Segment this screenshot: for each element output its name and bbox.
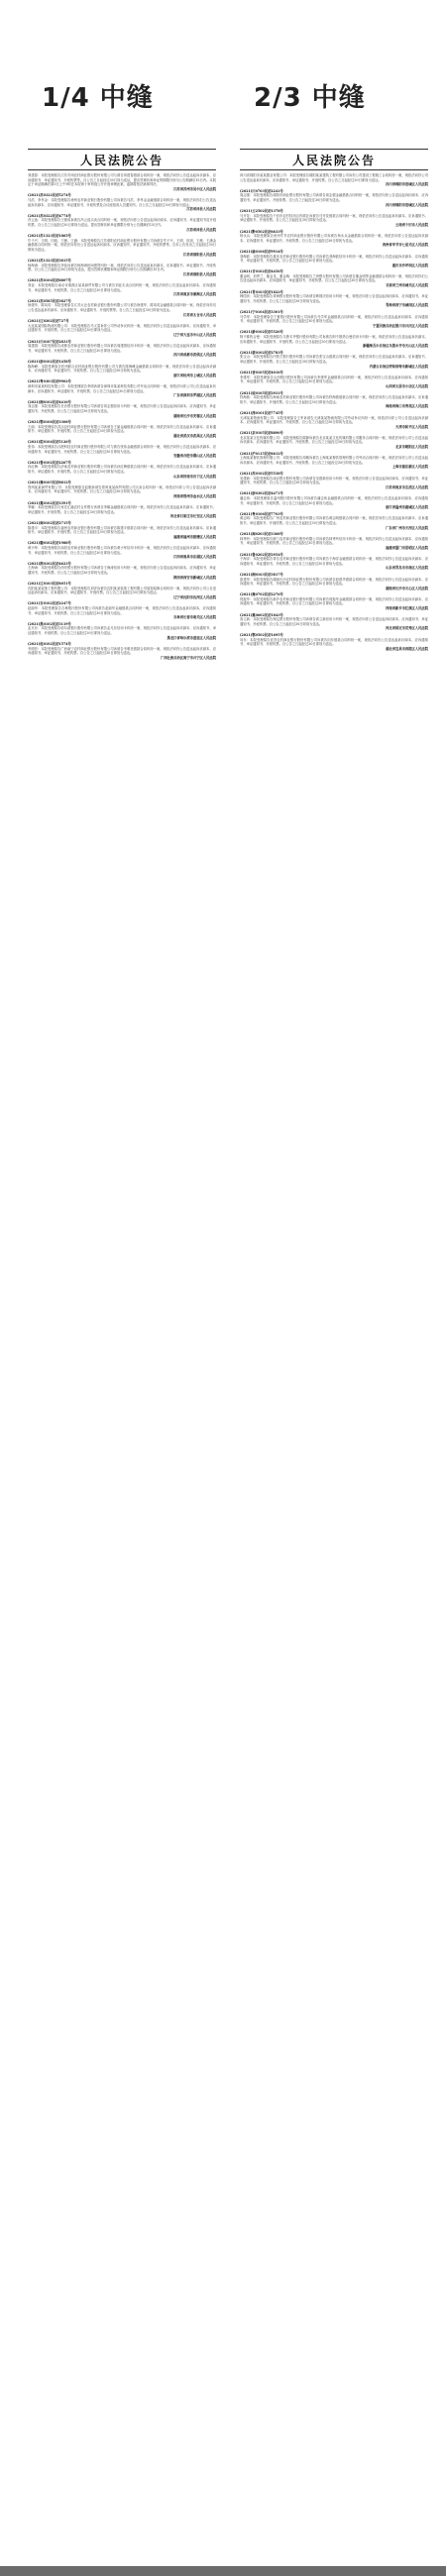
notice-case-number: (2021)闽0203民初3368号 (240, 532, 283, 537)
notice-body: 杨永兵：本院受理原告贵州毕节农村商业银行股份有限公司诉被告杨永兵金融借款合同纠纷一案，现依法向你公告送达起诉状副本、应诉通知书、举证通知书、开庭传票。自公告之日起经过30日即视为送达。 (240, 234, 428, 243)
court-notice (240, 411, 428, 429)
notice-court: 山西省太原市小店区人民法院 (386, 383, 428, 388)
notice-body: 马开花：本院受理原告个旧市农村信用合作联社诉被告马开花借款合同纠纷一案，现依法向你公告送达起诉状副本、应诉通知书、举证通知书、开庭传票。自公告之日起经过30日即视为送达。 (240, 213, 428, 223)
notice-body: 郭振华：本院受理原告新乡农村商业银行股份有限公司诉被告郭振华金融借款合同纠纷一案，现依法向你公告送达起诉状副本、应诉通知书、举证通知书、开庭传票。自公告之日起经过30日即视为送达。 (240, 596, 428, 606)
court-notice (240, 173, 428, 187)
court-notice (28, 622, 216, 640)
court-notice (28, 234, 216, 257)
right-column (240, 149, 428, 2566)
notice-body: 孙红梅：本院受理原告济南农村商业银行股份有限公司诉被告孙红梅借款合同纠纷一案，现依法向你公告送达起诉状副本、应诉通知书、举证通知书、开庭传票。自公告之日起经过30日即视为送达。 (28, 465, 216, 475)
court-notice (28, 440, 216, 458)
notice-court: 河北省保定市竞秀区人民法院 (386, 626, 428, 631)
notice-body: 韦明亮：本院受理原告广西南宁农村商业银行股份有限公司诉被告韦明亮借款合同纠纷一案，现依法向你公告送达起诉状副本、应诉通知书、举证通知书、开庭传票。自公告之日起经过30日即视为送达。 (28, 646, 216, 656)
court-notice (240, 189, 428, 207)
notice-body: 周建国：本院受理原告成都农村商业银行股份有限公司诉被告周建国信用卡纠纷一案，现依法向你公告送达起诉状副本、应诉通知书、举证通知书、开庭传票。自公告之日起经过30日即视为送达。 (28, 344, 216, 353)
court-notice (28, 582, 216, 599)
notice-body: 王丽：本院受理原告武汉农村商业银行股份有限公司诉被告王丽金融借款合同纠纷一案，现依法向你公告送达起诉状副本、应诉通知书、举证通知书、开庭传票。自公告之日起经过30日即视为送达。 (28, 424, 216, 434)
court-notice (28, 360, 216, 377)
notice-case-number: (2021)渝0106民初9914号 (240, 249, 283, 254)
notice-body: 吴建新：本院受理原告南京银行股份有限公司诉被告吴建新信用卡纠纷一案，现依法向你公告送达起诉状副本、应诉通知书、举证通知书、开庭传票。自公告之日起经过30日即视为送达。 (240, 476, 428, 485)
court-notice (28, 420, 216, 438)
notice-court: 安徽省合肥市蜀山区人民法院 (173, 454, 216, 459)
notice-case-number: (2021)苏0322民初4774号 (28, 213, 71, 218)
notice-body: 于海洋：本院受理原告青岛农村商业银行股份有限公司诉被告于海洋金融借款合同纠纷一案，现依法向你公告送达起诉状副本、应诉通知书、举证通知书、开庭传票。自公告之日起经过30日即视为送达。 (240, 557, 428, 566)
notice-court: 新疆维吾尔自治区乌鲁木齐市天山区人民法院 (363, 344, 428, 349)
notice-case-number: (2021)宁0104民初3301号 (240, 310, 283, 315)
notice-body: 沈阳某某装饰工程有限公司：本院受理原告刘洋诉被告沈阳某某装饰工程有限公司装饰装修合同纠纷一案，现依法向你公司公告送达起诉状副本、应诉通知书、举证通知书、开庭传票。自公告之日起经过30日即视为送达。 (28, 586, 216, 595)
court-notice (28, 541, 216, 559)
notice-court: 海南省海口市秀英区人民法院 (386, 404, 428, 409)
notice-body: 北京某某文化传媒有限公司：本院受理原告陈静诉被告北京某某文化传媒有限公司服务合同纠纷一案，现依法向你公司公告送达起诉状副本、应诉通知书、举证通知书、开庭传票。自公告之日起经过30日即视为送达。 (240, 435, 428, 445)
court-notice (240, 592, 428, 610)
notice-court: 山东省济南市历下区人民法院 (173, 474, 216, 479)
court-notice (240, 452, 428, 470)
notice-body: 大连某某国际物流有限公司：本院受理原告马义雷诉你公司劳动争议纠纷一案，现依法向你公告送达起诉状副本、应诉通知书、举证通知书、开庭传票。自公告之日起经过30日即视为送达。 (28, 323, 216, 333)
notice-case-number: (2021)湘0103民初3817号 (240, 572, 283, 577)
notice-court: 湖北省武汉市武昌区人民法院 (173, 433, 216, 438)
notice-court: 辽宁省大连市中山区人民法院 (173, 333, 216, 337)
notice-case-number: (2021)豫0702民初2276号 (240, 592, 283, 597)
left-notices (28, 173, 216, 661)
notice-body: 周志强：本院受理原告绵阳市商业银行股份有限公司诉被告周志强金融借款合同纠纷一案，现依法向你公告送达起诉状副本、应诉通知书、举证通知书、开庭传票。自公告之日起经过30日即视为送达。 (240, 193, 428, 202)
notice-court: 山东省青岛市市南区人民法院 (386, 566, 428, 571)
notice-body: 深圳市某某科技有限公司：本院受理原告李明诉被告深圳市某某科技有限公司劳动合同纠纷一案，现依法向你公司公告送达起诉状副本、应诉通知书、举证通知书、开庭传票。自公告之日起经过30日即视为送达。 (28, 383, 216, 393)
court-notice (28, 173, 216, 191)
notice-body: 董金明、刘秀兰、董金龙、董金娥：本院受理原告兰州银行股份有限公司诉被告董金明等金融借款合同纠纷一案，现依法向你们公告送达起诉状副本、应诉通知书、举证通知书、开庭传票。自公告之日起经过30日即视为送达。 (240, 273, 428, 283)
notice-court: 江西省南昌市东湖区人民法院 (173, 555, 216, 560)
notice-body: 马学军：本院受理原告宁夏银行股份有限公司诉被告马学军金融借款合同纠纷一案，现依法向你公告送达起诉状副本、应诉通知书、举证通知书、开庭传票。自公告之日起经过30日即视为送达。 (240, 314, 428, 324)
court-notice (240, 290, 428, 308)
court-notice (28, 299, 216, 317)
notice-case-number: (2021)湘0102民初4416号 (28, 399, 71, 404)
notice-case-number: (2021)川0703民初2241号 (240, 188, 283, 193)
right-column-label: 2/3 中缝 (254, 83, 366, 113)
notice-case-number: (2021)鲁0102民初2267号 (28, 460, 71, 465)
left-column (28, 149, 216, 2566)
left-column-label: 1/4 中缝 (42, 83, 154, 113)
notice-body: 郑州某某商贸有限公司：本院受理原告赵刚诉被告郑州某某商贸有限公司买卖合同纠纷一案，现依法向你公司公告送达起诉状副本、应诉通知书、举证通知书、开庭传票。自公告之日起经过30日即视为送达。 (28, 484, 216, 494)
notice-case-number: (2021)蒙0102民初2783号 (240, 350, 283, 355)
notice-body: 冯云选：本院受理原告王德成诉被告冯云选买卖合同纠纷一案，现依法向你公告送达起诉状副本、应诉通知书、举证通知书及开庭传票。自公告之日起经过30日即视为送达。提出答辩状和举证期限分别为公告期满后15日内。 (28, 218, 216, 227)
court-notice (28, 319, 216, 337)
notice-body: 天津某某物流有限公司：本院受理原告王军诉被告天津某某物流有限公司劳动争议纠纷一案，现依法向你公司公告送达起诉状副本、应诉通知书、举证通知书、开庭传票。自公告之日起经过30日即视为送达。 (240, 415, 428, 425)
court-notice (28, 214, 216, 232)
notice-court: 北京市朝阳区人民法院 (395, 445, 428, 450)
court-notice (240, 573, 428, 590)
notice-case-number: (2021)新0102民初5520号 (240, 330, 283, 335)
notice-case-number: (2021)苏1323民初3815号 (28, 259, 71, 264)
notice-court: 湖北省宜昌市西陵区人民法院 (386, 646, 428, 651)
notice-case-number: (2021)鲁0202民初2954号 (240, 552, 283, 557)
notice-court: 青海省西宁市城西区人民法院 (386, 303, 428, 308)
notice-court: 浙江省温州市鹿城区人民法院 (386, 505, 428, 510)
notice-court: 云南省个旧市人民法院 (395, 222, 428, 227)
court-notice (240, 351, 428, 369)
notice-court: 江苏省沛县人民法院 (186, 227, 216, 232)
notice-body: 刘海波：本院受理原告重庆农村商业银行股份有限公司诉被告刘海波信用卡纠纷一案，现依法向你公告送达起诉状副本、应诉通知书、举证通知书、开庭传票。自公告之日起经过30日即视为送达。 (240, 254, 428, 264)
court-notice (28, 521, 216, 539)
notice-case-number: (2021)闽0102民初2715号 (28, 520, 71, 525)
notice-case-number: (2021)辽0202民初727号 (28, 319, 69, 324)
court-notice (28, 461, 216, 479)
notice-case-number: (2021)晋0105民初4016号 (240, 371, 283, 376)
court-notice (240, 230, 428, 248)
notice-court: 河北省石家庄市长安区人民法院 (169, 514, 216, 519)
notice-case-number: (2021)甘0102民初4456号 (240, 269, 283, 274)
notice-case-number: (2021)沪0115民初6612号 (240, 451, 283, 456)
notice-body: 韩国庆：本院受理原告青海银行股份有限公司诉被告韩国庆信用卡纠纷一案，现依法向你公告送达起诉状副本、应诉通知书、举证通知书、开庭传票。自公告之日起经过30日即视为送达。 (240, 294, 428, 303)
notice-body: 陈海峰：本院受理原告杭州联合农村商业银行股份有限公司与被告陈海峰金融借款合同纠纷一案，现依法向你公告送达起诉状副本、应诉通知书、举证通知书、开庭传票。自公告之日起经过30日即视为送达。 (28, 364, 216, 374)
notice-body: 黄志明：本院受理原告广州农村商业银行股份有限公司诉被告黄志明借款合同纠纷一案，现依法向你公告送达起诉状副本、应诉通知书、举证通知书、开庭传票。自公告之日起经过30日即视为送达。 (240, 516, 428, 525)
notice-case-number: (2021)苏0585民初3827号 (28, 298, 71, 303)
notice-case-number: (2021)苏0104民初6807号 (28, 278, 71, 283)
court-notice (28, 562, 216, 580)
notice-court: 重庆市沙坪坝区人民法院 (391, 263, 428, 268)
notice-case-number: (2021)冀0102民初3391号 (28, 500, 71, 505)
notice-case-number: (2021)津0101民初7745号 (240, 410, 283, 415)
notice-body: 符海燕：本院受理原告海南农村商业银行股份有限公司诉被告符海燕借款合同纠纷一案，现依法向你公告送达起诉状副本、应诉通知书、举证通知书、开庭传票。自公告之日起经过30日即视为送达。 (240, 395, 428, 404)
notice-court: 江苏省泗阳县人民法院 (183, 252, 216, 257)
notice-case-number: (2021)云2502民初1378号 (240, 209, 283, 214)
court-notice (28, 501, 216, 519)
court-notice (240, 310, 428, 328)
notice-court: 广东省广州市天河区人民法院 (386, 525, 428, 530)
notice-body: 徐建华、陈凤英：本院受理原告江苏太仓农村商业银行股份有限公司与被告徐建华、陈凤英金融借款合同纠纷一案，现依法向你们公告送达起诉状副本、应诉通知书、举证通知书、开庭传票等。自公告之日起经过30日即视为送达。 (28, 303, 216, 313)
court-notice (28, 642, 216, 660)
notice-body: 李建军：本院受理原告山西银行股份有限公司诉被告李建军金融借款合同纠纷一案，现依法向你公告送达起诉状副本、应诉通知书、举证通知书、开庭传票。自公告之日起经过30日即视为送达。 (240, 375, 428, 384)
court-notice (240, 250, 428, 268)
notice-case-number: (2021)浙0302民初4471号 (240, 491, 283, 496)
notice-court: 浙江省杭州市上城区人民法院 (173, 373, 216, 377)
page-header (0, 0, 446, 149)
notice-body: 孟凡东：本院受理原告哈尔滨银行股份有限公司诉被告孟凡东信用卡纠纷一案，现依法向你公告送达起诉状副本、应诉通知书、举证通知书、开庭传票。自公告之日起经过30日即视为送达。 (28, 626, 216, 636)
court-notice (240, 613, 428, 631)
right-notices (240, 173, 428, 651)
notice-court: 内蒙古自治区呼和浩特市新城区人民法院 (369, 364, 428, 369)
notice-body: 陈建平：本院受理原告福州农村商业银行股份有限公司诉被告陈建平借款合同纠纷一案，现依法向你公告送达起诉状副本、应诉通知书、举证通知书、开庭传票。自公告之日起经过30日即视为送达。 (28, 525, 216, 535)
notice-court: 陕西省西安市新城区人民法院 (173, 575, 216, 580)
notice-case-number: (2021)桂0102民初1574号 (28, 642, 71, 647)
court-notice (240, 553, 428, 571)
notice-court: 福建省福州市鼓楼区人民法院 (173, 534, 216, 539)
notice-court: 四川省绵阳市涪城区人民法院 (386, 202, 428, 207)
notice-court: 江苏省沛县人民法院 (186, 207, 216, 212)
notice-case-number: (2021)青0103民初1822号 (240, 289, 283, 294)
notice-court: 贵州省毕节市七星关区人民法院 (382, 243, 428, 248)
notice-body: 潘志伟：本院受理原告温州银行股份有限公司诉被告潘志伟金融借款合同纠纷一案，现依法向你公告送达起诉状副本、应诉通知书、举证通知书、开庭传票。自公告之日起经过30日即视为送达。 (240, 496, 428, 505)
notice-court: 江苏省南京市玄武区人民法院 (386, 484, 428, 489)
notice-case-number: (2021)黔0502民初6633号 (240, 229, 283, 234)
court-notice (240, 512, 428, 530)
notice-body: 林秀玲：本院受理原告厦门农村商业银行股份有限公司诉被告林秀玲信用卡纠纷一案，现依法向你公告送达起诉状副本、应诉通知书、举证通知书、开庭传票。自公告之日起经过30日即视为送达。 (240, 536, 428, 546)
notice-court: 辽宁省沈阳市沈河区人民法院 (173, 594, 216, 599)
notice-court: 湖南省长沙市天心区人民法院 (386, 586, 428, 590)
notice-court: 江苏省南京市秦淮区人民法院 (173, 292, 216, 297)
notice-case-number: (2021)吉0102民初2247号 (28, 601, 71, 606)
notice-court: 宁夏回族自治区银川市兴庆区人民法院 (372, 323, 428, 328)
notice-body: 马洪、李孝金：本院受理原告徐州农村商业银行股份有限公司诉被告马洪、李孝金金融借款合同纠纷一案，现依法向你们公告送达起诉状副本、应诉通知书、举证通知书、开庭传票及合议庭组成人员通知书。自公告之日起经过30日即视为送达。 (28, 197, 216, 207)
notice-case-number: (2021)陕0102民初4623号 (28, 561, 71, 566)
notice-body: 刘建春：本院受理原告江苏苏州农村商业银行股份有限公司与被告刘建春借款合同纠纷一案，现依法向你公告送达起诉状副本、应诉通知书、举证通知书、开庭传票等。自公告之日起经过30日视为送达，提出答辩状和举证的期限分别为公告期满后15日内。本院定于举证期满后第3日上午9时在本院第十审判庭公开开庭审理此案，逾期将依法缺席判决。 (28, 173, 216, 187)
notice-case-number: (2021)浙0102民初1458号 (28, 359, 71, 364)
notice-court: 上海市浦东新区人民法院 (391, 465, 428, 470)
notice-court: 江苏省苏州市吴中区人民法院 (173, 186, 216, 191)
notice-body: 王海涛：本院受理原告西安银行股份有限公司诉被告王海涛信用卡纠纷一案，现依法向你公告送达起诉状副本、应诉通知书、举证通知书、开庭传票。自公告之日起经过30日即视为送达。 (28, 566, 216, 575)
notice-court: 福建省厦门市思明区人民法院 (386, 545, 428, 550)
notice-court: 吉林省长春市南关区人民法院 (173, 615, 216, 620)
court-notice (28, 481, 216, 498)
right-column-title: 人民法院公告 (240, 149, 428, 170)
court-notice (28, 193, 216, 211)
notice-case-number: (2021)豫0105民初8812号 (28, 481, 71, 485)
notice-court: 四川省成都市武侯区人民法院 (173, 353, 216, 358)
notice-court: 广西壮族自治区南宁市兴宁区人民法院 (160, 656, 216, 660)
notice-body: 赵丽华：本院受理原告吉林银行股份有限公司诉被告赵丽华金融借款合同纠纷一案，现依法向你公告送达起诉状副本、应诉通知书、举证通知书、开庭传票。自公告之日起经过30日即视为送达。 (28, 606, 216, 615)
notice-court: 广东省深圳市罗湖区人民法院 (173, 393, 216, 398)
court-notice (240, 371, 428, 388)
notice-court: 甘肃省兰州市城关区人民法院 (386, 283, 428, 288)
notice-body: 刘志强：本院受理原告长沙银行股份有限公司诉被告刘志强信用卡纠纷一案，现依法向你公告送达起诉状副本、应诉通知书、举证通知书、开庭传票。自公告之日起经过30日即视为送达。 (28, 404, 216, 413)
notice-body: 毕子兴、王明、田旭、王薇、王涵：本院受理原告江苏泗阳农村商业银行股份有限公司诉被告毕子兴、王明、田旭、王薇、王涵金融借款合同纠纷一案，现依法向你们公告送达起诉状副本、应诉通知书、举证通知书、开庭传票等。自本公告发出之日起经过30日即视为送达。 (28, 238, 216, 252)
notice-case-number: (2021)京0105民初8890号 (240, 431, 283, 436)
notice-body: 四川省绵阳市某某置业有限公司：本院受理原告绵阳某某建筑工程有限公司诉你公司建设工程施工合同纠纷一案，现依法向你公司公告送达起诉状副本、应诉通知书、举证通知书、开庭传票。自公告之日起经过30日即视为送达。 (240, 173, 428, 182)
court-notice (240, 472, 428, 489)
notice-court: 江苏省泗阳县人民法院 (183, 271, 216, 276)
court-notice (240, 633, 428, 651)
notice-body: 高立新：本院受理原告保定银行股份有限公司诉被告高立新信用卡纠纷一案，现依法向你公告送达起诉状副本、应诉通知书、举证通知书、开庭传票。自公告之日起经过30日即视为送达。 (240, 617, 428, 626)
notice-case-number: (2021)冀0602民初1843号 (240, 612, 283, 617)
notice-court: 黑龙江省哈尔滨市道里区人民法院 (167, 635, 216, 640)
court-notice (240, 330, 428, 348)
notice-body: 彭建华：本院受理原告湖南长沙农村商业银行股份有限公司诉被告彭建华借款合同纠纷一案，现依法向你公告送达起诉状副本、应诉通知书、举证通知书、开庭传票。自公告之日起经过30日即视为送达。 (240, 577, 428, 587)
notice-court: 四川省绵阳市涪城区人民法院 (386, 182, 428, 187)
court-notice (28, 601, 216, 619)
notice-case-number: (2021)辽0103民初6051号 (28, 582, 71, 587)
notice-case-number: (2021)苏1323民初1865号 (28, 234, 71, 239)
notice-case-number: (2021)鄂0106民初3308号 (28, 420, 71, 425)
notice-case-number: (2021)琼0105民初2931号 (240, 390, 283, 395)
court-notice (240, 209, 428, 227)
bottom-strip (0, 2566, 446, 2576)
notice-body: 阿不都热合曼：本院受理原告乌鲁木齐银行股份有限公司诉被告阿不都热合曼信用卡纠纷一案，现依法向你公告送达起诉状副本、应诉通知书、举证通知书、开庭传票。自公告之日起经过30日即视为送达。 (240, 335, 428, 344)
notice-case-number: (2021)赣0102民初1988号 (28, 541, 71, 546)
court-notice (240, 269, 428, 287)
notice-case-number: (2021)粤0303民初9902号 (28, 379, 71, 384)
court-notice (240, 391, 428, 409)
court-notice (240, 491, 428, 509)
notice-court: 湖南省长沙市芙蓉区人民法院 (173, 413, 216, 418)
notice-case-number: (2021)川0107民初2831号 (28, 339, 71, 344)
notice-case-number: (2021)黑0102民初3119号 (28, 621, 71, 626)
court-notice (240, 532, 428, 550)
court-notice (28, 379, 216, 397)
notice-body: 黄小军：本院受理原告南昌农村商业银行股份有限公司诉被告黄小军信用卡纠纷一案，现依法向你公告送达起诉状副本、应诉通知书、举证通知书、开庭传票。自公告之日起经过30日即视为送达。 (28, 545, 216, 555)
notice-body: 上海某某餐饮管理有限公司：本院受理原告周敏诉被告上海某某餐饮管理有限公司劳动合同纠纷一案，现依法向你公司公告送达起诉状副本、应诉通知书、举证通知书、开庭传票。自公告之日起经过30日即视为送达。 (240, 456, 428, 465)
notice-court: 江苏省太仓市人民法院 (183, 312, 216, 317)
notice-case-number: (2021)苏0102民初5538号 (240, 472, 283, 477)
notice-case-number: (2021)苏0322民初5274号 (28, 193, 71, 198)
notice-court: 河南省新乡市红旗区人民法院 (386, 606, 428, 611)
notice-court: 河南省郑州市金水区人民法院 (173, 494, 216, 498)
notice-case-number: (2021)皖0104民初5126号 (28, 440, 71, 445)
notice-body: 张宝山：本院受理原告内蒙古银行股份有限公司诉被告张宝山借款合同纠纷一案，现依法向你公告送达起诉状副本、应诉通知书、举证通知书、开庭传票。自公告之日起经过30日即视为送达。 (240, 355, 428, 364)
court-notice (240, 431, 428, 449)
court-notice (28, 259, 216, 276)
notice-body: 张伟：本院受理原告合肥科技农村商业银行股份有限公司与被告张伟金融借款合同纠纷一案，现依法向你公告送达起诉状副本、应诉通知书、举证通知书、开庭传票。自公告之日起经过30日即视为送达。 (28, 445, 216, 454)
notice-case-number: (2021)粤0106民初7703号 (240, 511, 283, 516)
notice-court: 天津市和平区人民法院 (395, 424, 428, 429)
notice-body: 刘亚：本院受理原告南京市秦淮区某某商贸有限公司与被告刘亚买卖合同纠纷一案，现依法向你公告送达起诉状副本、应诉通知书、举证通知书、开庭传票。自公告之日起经过30日即视为送达。 (28, 283, 216, 292)
notice-body: 李娜：本院受理原告石家庄汇融农村合作银行诉被告李娜金融借款合同纠纷一案，现依法向你公告送达起诉状副本、应诉通知书、举证通知书、开庭传票。自公告之日起经过30日即视为送达。 (28, 505, 216, 514)
court-notice (28, 278, 216, 296)
court-notice (28, 340, 216, 358)
notice-body: 向东：本院受理原告宜昌农村商业银行股份有限公司诉被告向东借款合同纠纷一案，现依法向你公告送达起诉状副本、应诉通知书、举证通知书、开庭传票。自公告之日起经过30日即视为送达。 (240, 637, 428, 647)
court-notice (28, 400, 216, 418)
left-column-title: 人民法院公告 (28, 149, 216, 170)
notice-case-number: (2021)鄂0502民初1695号 (240, 633, 283, 638)
notice-body: 杨海涛：本院受理原告李蕊诉被告杨海涛民间借贷纠纷一案，现依法向你公告送达起诉状副本、应诉通知书、举证通知书、开庭传票。自公告之日起经过30日即视为送达，提出答辩状期限和举证期限分别为公告期满后15日内。 (28, 263, 216, 272)
